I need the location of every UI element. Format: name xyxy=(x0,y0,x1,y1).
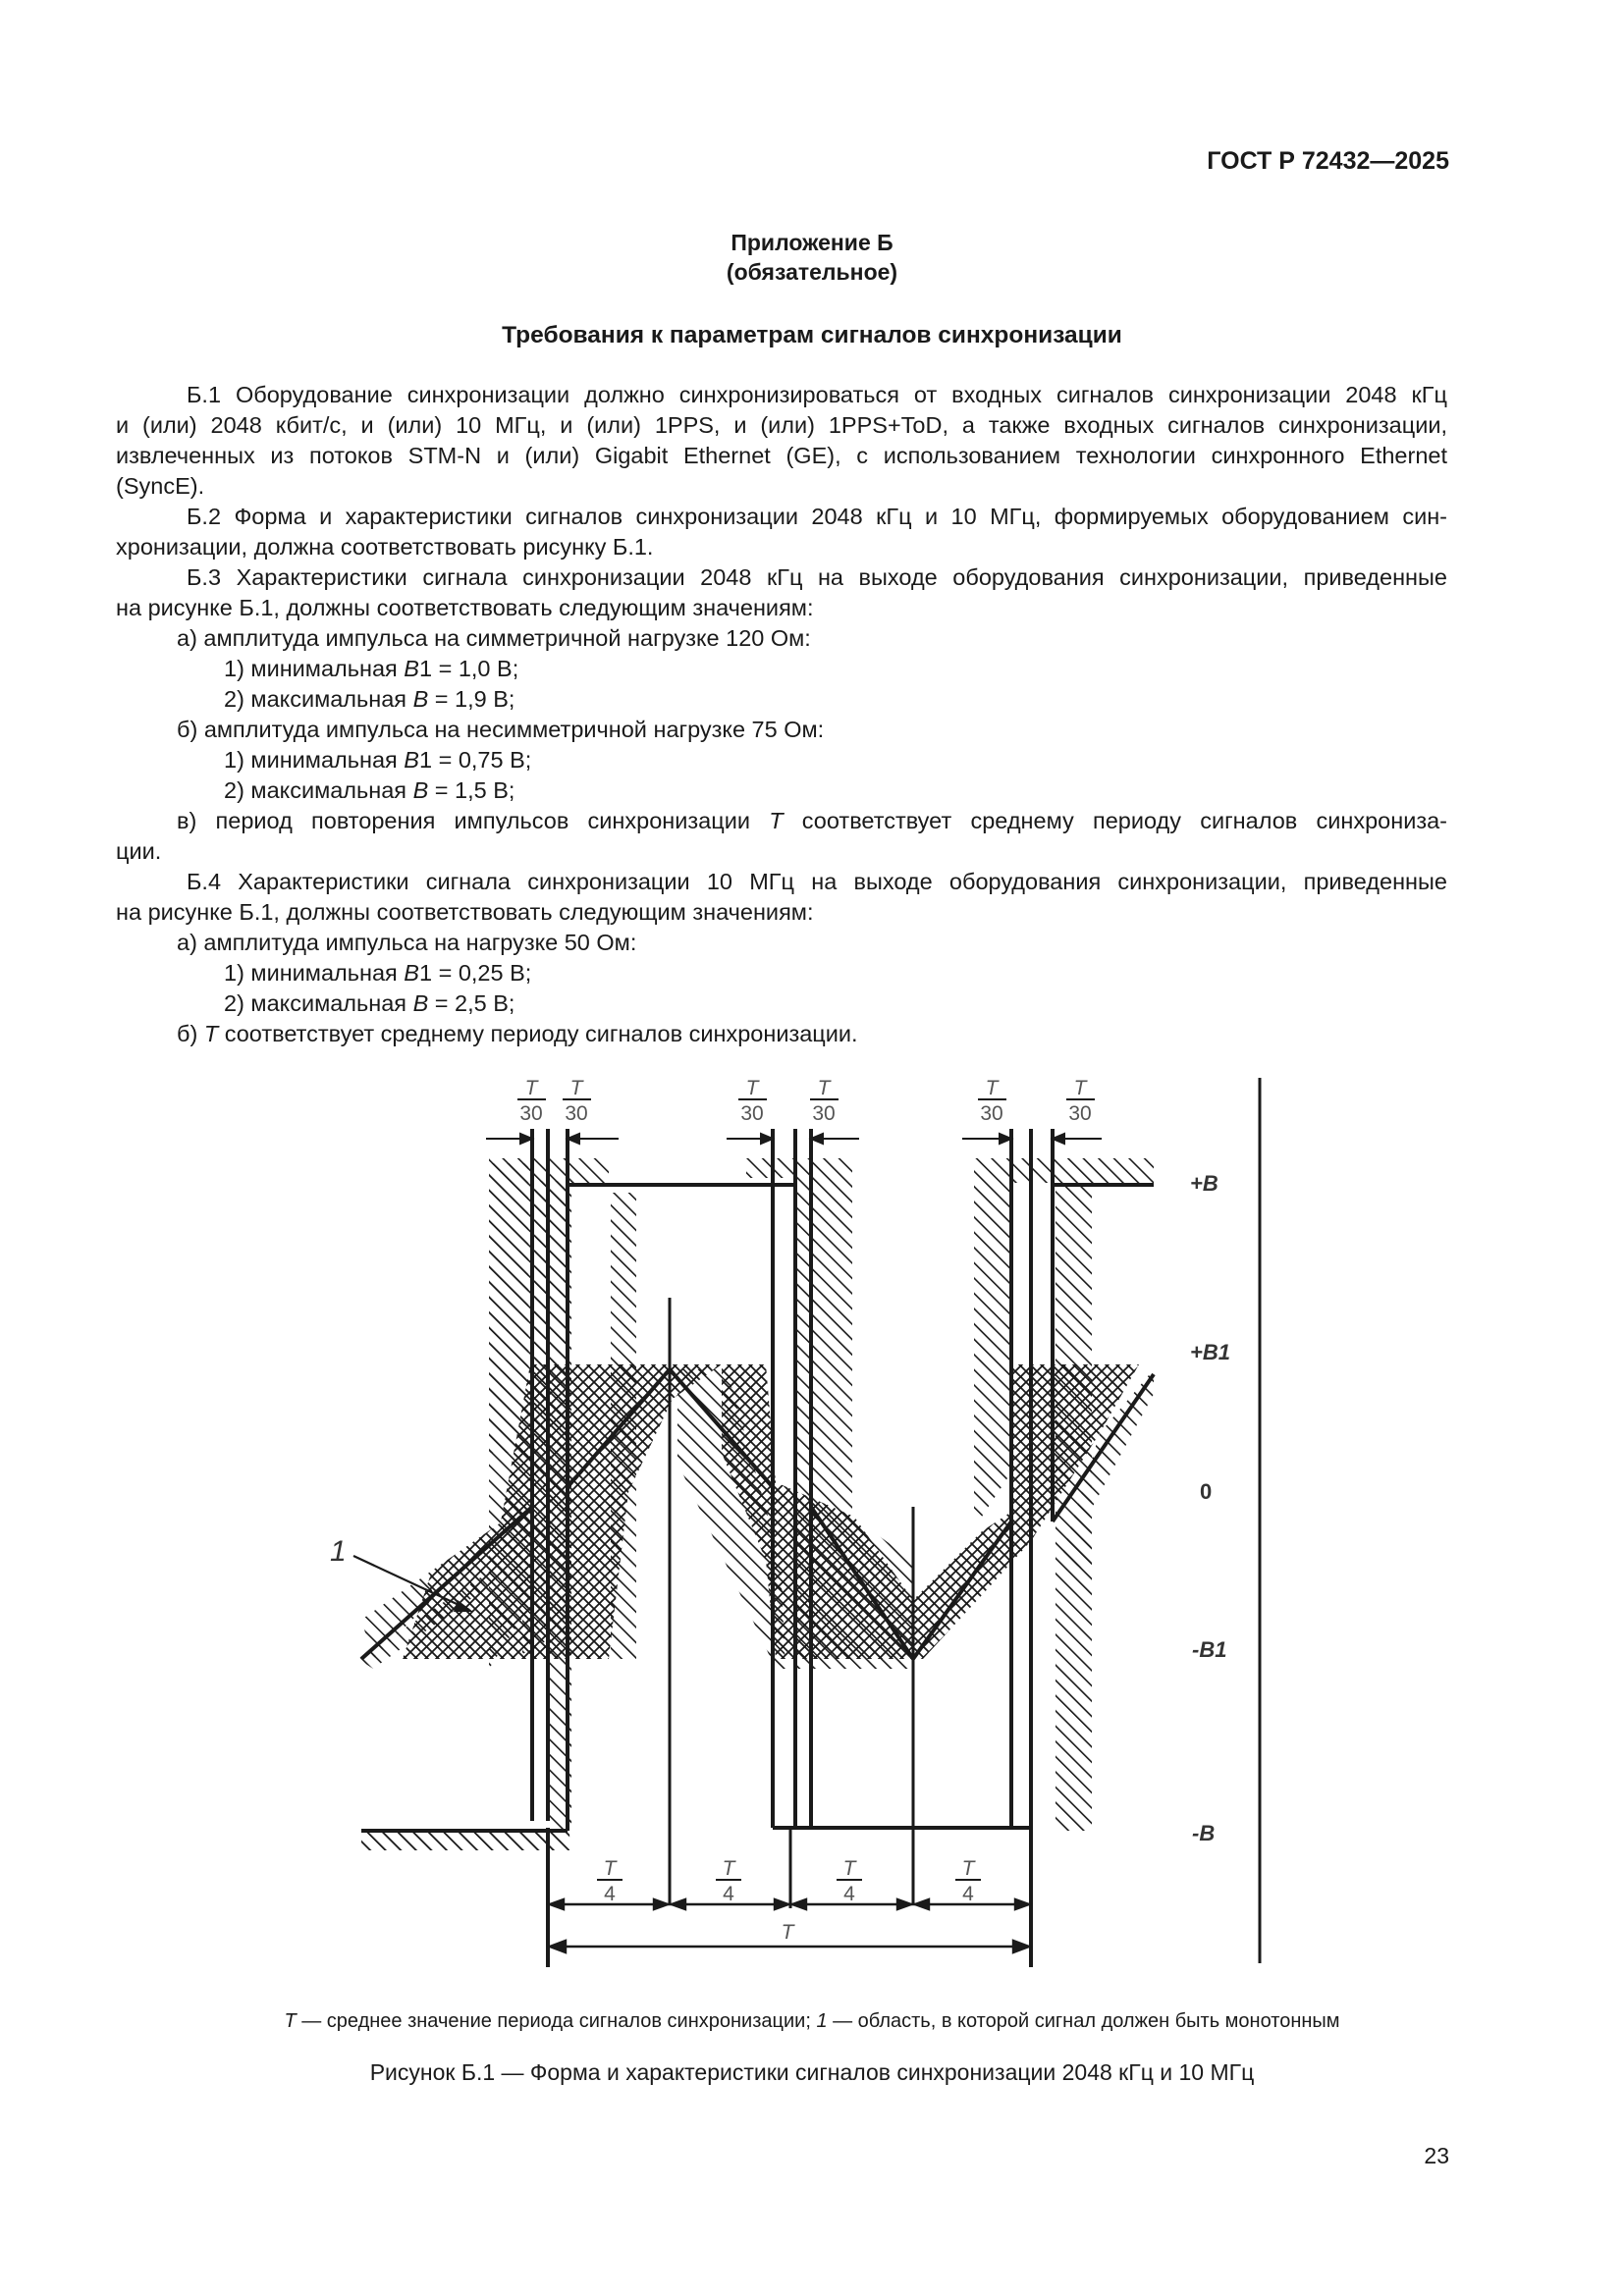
list-item: а) амплитуда импульса на нагрузке 50 Ом: xyxy=(177,930,637,955)
arrowhead xyxy=(1015,1899,1029,1909)
hatch-region xyxy=(974,1158,1011,1517)
fraction-denominator: 30 xyxy=(812,1102,836,1125)
fraction-denominator: 30 xyxy=(1068,1102,1092,1125)
top-fractions xyxy=(519,1077,1091,1125)
list-item: в) период повторения импульсов синхронизации T соответствует среднему периоду сигналов синхрониза- xyxy=(177,808,1447,833)
list-item: 1) минимальная B1 = 1,0 В; xyxy=(224,656,519,681)
annex-status: (обязательное) xyxy=(726,259,898,285)
list-item: б) амплитуда импульса на несимметричной нагрузке 75 Ом: xyxy=(177,717,825,742)
fraction-denominator: 30 xyxy=(740,1102,764,1125)
arrowhead xyxy=(654,1899,668,1909)
fraction-numerator: T xyxy=(603,1857,617,1880)
fraction-denominator: 30 xyxy=(519,1102,543,1125)
level-label: 0 xyxy=(1200,1479,1213,1504)
arrowhead xyxy=(550,1899,564,1909)
fraction-denominator: 4 xyxy=(962,1883,974,1905)
level-label: +B1 xyxy=(1190,1340,1230,1364)
hatch-region xyxy=(361,1831,569,1850)
fraction-numerator: T xyxy=(842,1857,856,1880)
fraction-denominator: 4 xyxy=(604,1883,616,1905)
page-number: 23 xyxy=(1424,2143,1449,2168)
level-labels xyxy=(1190,1171,1230,1845)
list-item: 2) максимальная B = 2,5 В; xyxy=(224,990,515,1016)
callout-label: 1 xyxy=(330,1535,347,1568)
list-item: 1) минимальная B1 = 0,25 В; xyxy=(224,960,532,986)
period-label: T xyxy=(781,1921,794,1944)
arrowhead xyxy=(915,1899,929,1909)
list-item: 1) минимальная B1 = 0,75 В; xyxy=(224,747,532,773)
fraction-numerator: T xyxy=(745,1077,759,1099)
text-line: хронизации, должна соответствовать рисунку Б.1. xyxy=(116,534,654,560)
text-line: извлеченных из потоков STM-N и (или) Gigabit Ethernet (GE), с использованием технологии синхронного Ethernet xyxy=(116,443,1447,468)
figure-caption: Рисунок Б.1 — Форма и характеристики сигналов синхронизации 2048 кГц и 10 МГц xyxy=(369,2059,1255,2085)
fraction-denominator: 30 xyxy=(565,1102,588,1125)
document-id: ГОСТ Р 72432—2025 xyxy=(1207,147,1449,175)
arrowhead xyxy=(897,1899,911,1909)
fraction-numerator: T xyxy=(817,1077,831,1099)
fraction-numerator: T xyxy=(722,1857,735,1880)
text-line: ции. xyxy=(116,838,162,864)
figure-note: T — среднее значение периода сигналов синхронизации; 1 — область, в которой сигнал должен быть монотонным xyxy=(284,2010,1340,2032)
arrowhead xyxy=(550,1941,566,1952)
level-label: -B xyxy=(1192,1821,1216,1845)
text-line: на рисунке Б.1, должны соответствовать следующим значениям: xyxy=(116,899,814,925)
list-item: 2) максимальная B = 1,9 В; xyxy=(224,686,515,712)
fraction-denominator: 30 xyxy=(980,1102,1003,1125)
annex-heading: Требования к параметрам сигналов синхронизации xyxy=(502,322,1122,348)
bottom-dimensions xyxy=(548,1828,1031,1967)
level-label: -B1 xyxy=(1192,1637,1227,1662)
text-line: и (или) 2048 кбит/с, и (или) 10 МГц, и (или) 1PPS, и (или) 1PPS+ToD, а также входных сигналов синхронизации, xyxy=(116,412,1447,438)
text-line: Б.3 Характеристики сигнала синхронизации 2048 кГц на выходе оборудования синхронизации, приведенные xyxy=(187,564,1447,590)
arrowhead xyxy=(775,1899,788,1909)
fraction-numerator: T xyxy=(1073,1077,1087,1099)
arrowhead xyxy=(1013,1941,1029,1952)
text-line: Б.2 Форма и характеристики сигналов синхронизации 2048 кГц и 10 МГц, формируемых оборудованием син- xyxy=(187,504,1447,529)
fraction-numerator: T xyxy=(985,1077,999,1099)
list-item: б) T соответствует среднему периоду сигналов синхронизации. xyxy=(177,1021,858,1046)
text-line: Б.1 Оборудование синхронизации должно синхронизироваться от входных сигналов синхронизации 2048 кГц xyxy=(187,382,1447,407)
fraction-numerator: T xyxy=(961,1857,975,1880)
fraction-denominator: 4 xyxy=(843,1883,855,1905)
fraction-denominator: 4 xyxy=(723,1883,734,1905)
level-label: +B xyxy=(1190,1171,1218,1196)
fraction-numerator: T xyxy=(569,1077,583,1099)
arrowhead xyxy=(792,1899,806,1909)
hatch-region xyxy=(746,1158,793,1178)
text-line: Б.4 Характеристики сигнала синхронизации 10 МГц на выходе оборудования синхронизации, приведенные xyxy=(187,869,1447,894)
annex-title: Приложение Б xyxy=(731,230,893,255)
text-line: (SyncE). xyxy=(116,473,205,499)
fraction-numerator: T xyxy=(524,1077,538,1099)
text-line: на рисунке Б.1, должны соответствовать следующим значениям: xyxy=(116,595,814,620)
list-item: а) амплитуда импульса на симметричной нагрузке 120 Ом: xyxy=(177,625,811,651)
arrowhead xyxy=(672,1899,685,1909)
list-item: 2) максимальная B = 1,5 В; xyxy=(224,777,515,803)
